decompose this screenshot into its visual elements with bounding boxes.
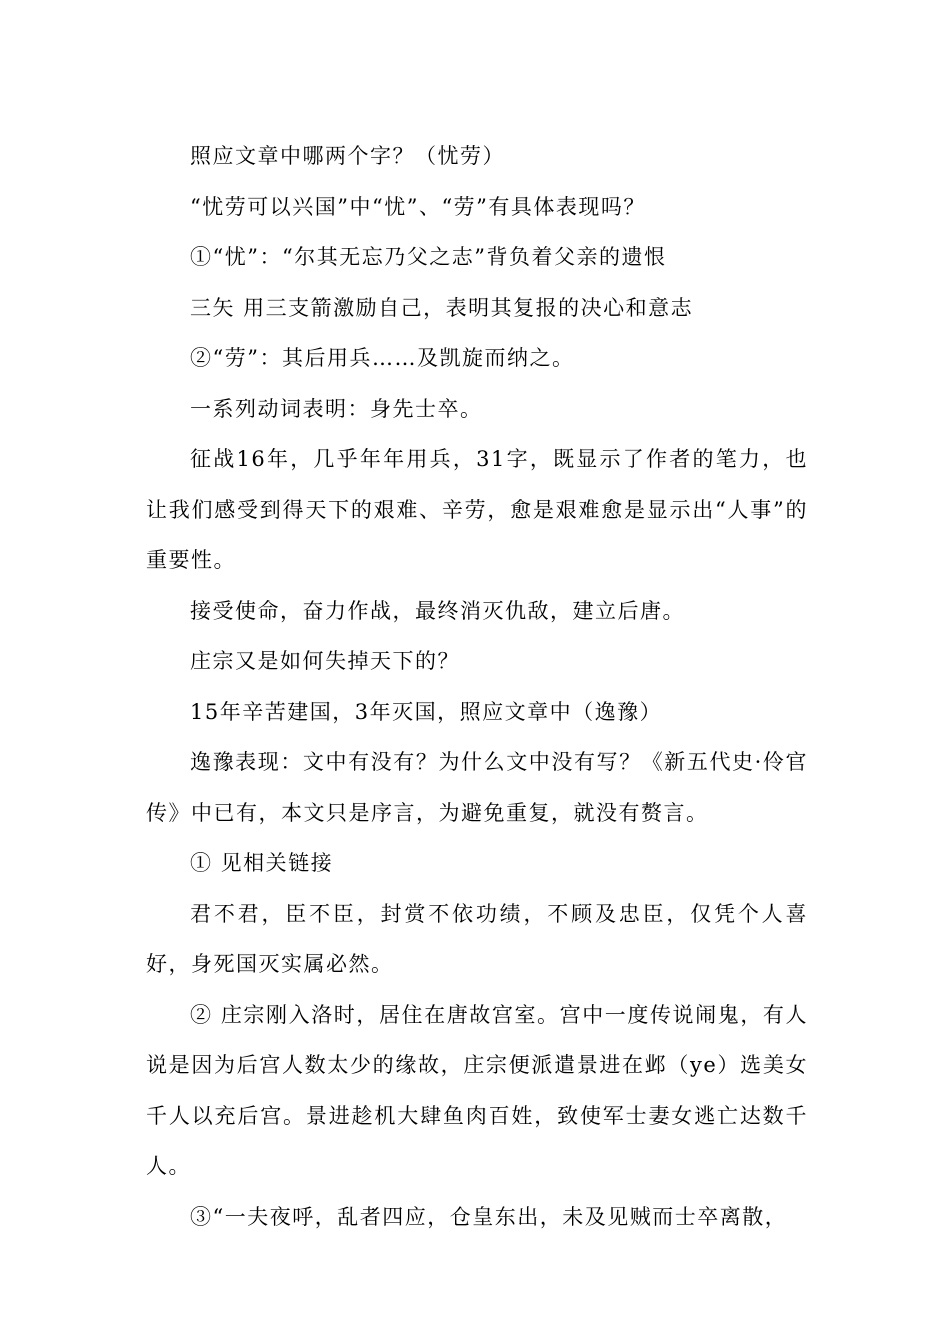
paragraph-palace-ghost: ② 庄宗刚入洛时，居住在唐故宫室。宫中一度传说闹鬼，有人说是因为后宫人数太少的缘故，庄宗便派遣景进在邺（ye）选美女千人以充后宫。景进趁机大肆鱼肉百姓，致使军士妻女逃亡达数千人。 [146,1002,808,1178]
paragraph-one-man-night-cry: ③“一夫夜呼，乱者四应，仓皇东出，未及见贼而士卒离散， [190,1204,788,1229]
paragraph-see-related-link: ① 见相关链接 [190,851,334,875]
paragraph-question-two-characters: 照应文章中哪两个字？（忧劳） [190,144,505,168]
paragraph-question-specific-performance: “忧劳可以兴国”中“忧”、“劳”有具体表现吗？ [190,194,646,219]
paragraph-worry-point: ①“忧”：“尔其无忘乃父之志”背负着父亲的遗恨 [190,245,667,269]
paragraph-fifteen-years: 15年辛苦建国，3年灭国，照应文章中（逸豫） [190,699,663,724]
paragraph-accept-mission: 接受使命，奋力作战，最终消灭仇敌，建立后唐。 [190,598,685,623]
document-body [146,131,808,1242]
paragraph-indulgence: 逸豫表现：文中有没有？为什么文中没有写？《新五代史·伶官传》中已有，本文只是序言，为避免重复，就没有赘言。 [146,750,808,825]
paragraph-toil-point: ②“劳”：其后用兵……及凯旋而纳之。 [190,346,575,370]
paragraph-verbs-lead: 一系列动词表明：身先士卒。 [190,396,483,421]
paragraph-ruler-not-ruler: 君不君，臣不臣，封赏不依功绩，不顾及忠臣，仅凭个人喜好，身死国灭实属必然。 [146,901,808,976]
paragraph-sixteen-years: 征战16年，几乎年年用兵，31字，既显示了作者的笔力，也让我们感受到得天下的艰难、辛劳，愈是艰难愈是显示出“人事”的重要性。 [146,447,808,572]
paragraph-three-arrows: 三矢 用三支箭激励自己，表明其复报的决心和意志 [190,295,694,320]
paragraph-question-lose-world: 庄宗又是如何失掉天下的？ [190,649,460,673]
